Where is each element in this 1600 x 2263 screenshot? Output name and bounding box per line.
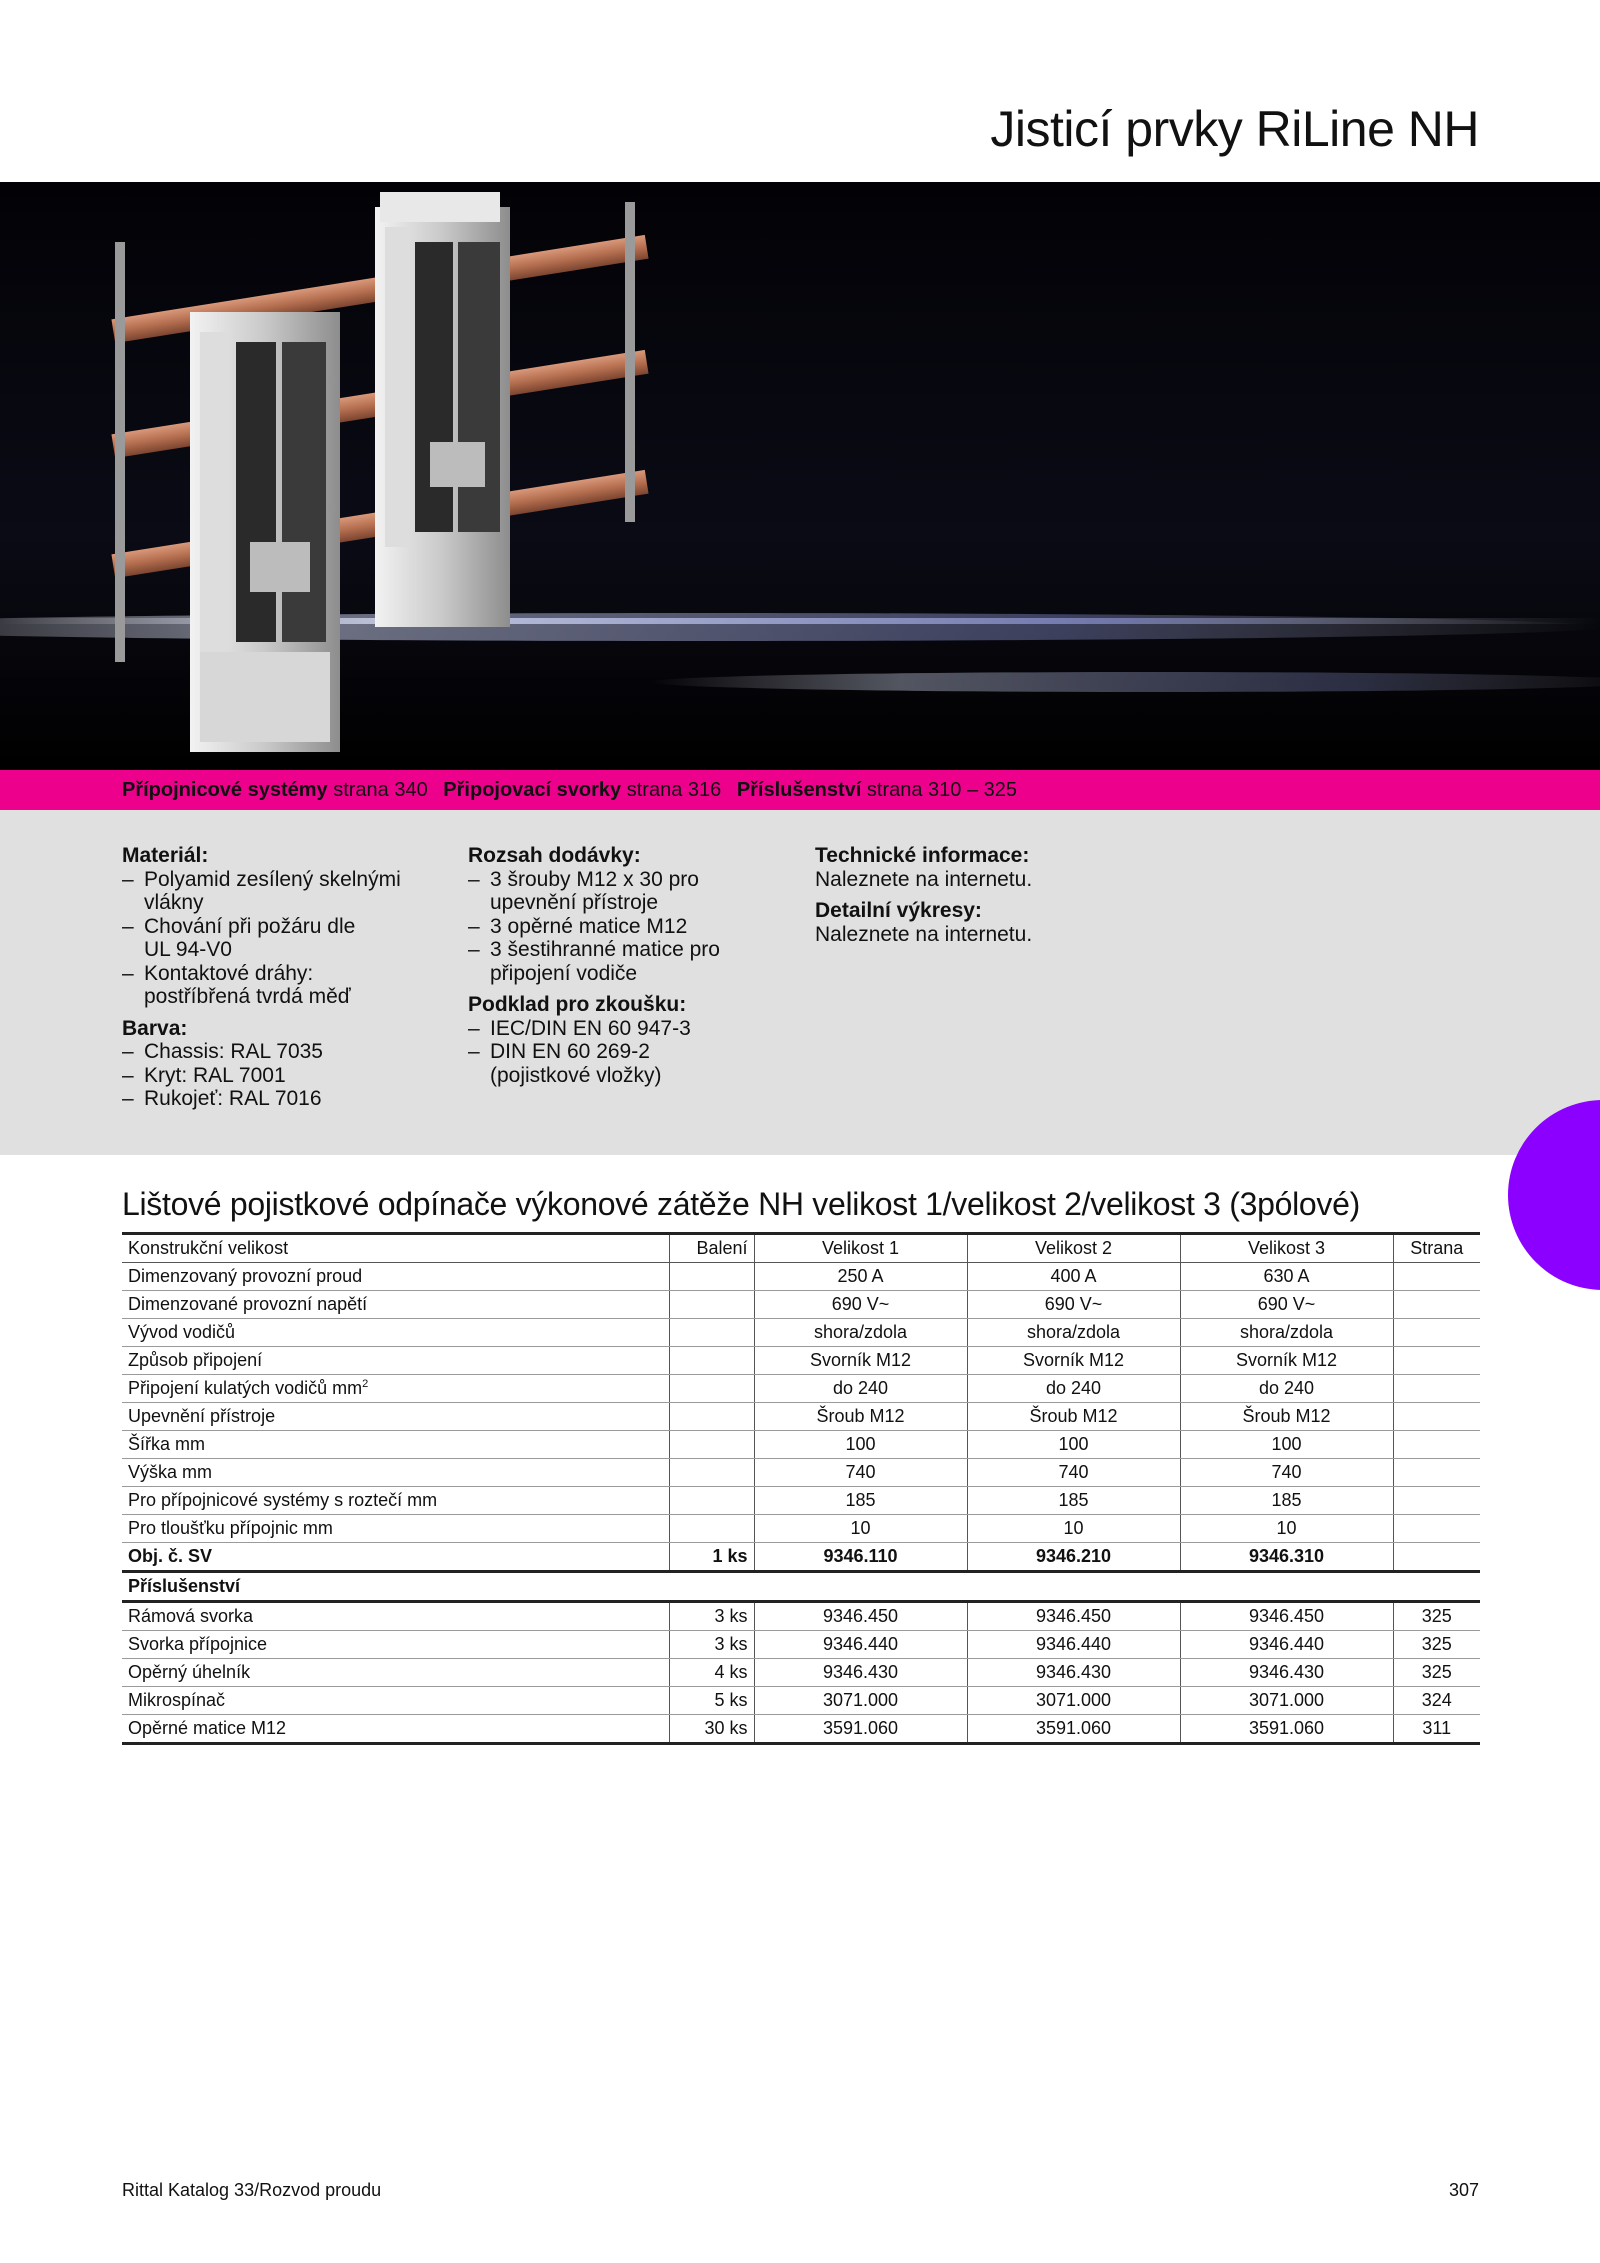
table-cell-pack bbox=[669, 1291, 754, 1319]
table-cell-name: Dimenzované provozní napětí bbox=[122, 1291, 669, 1319]
table-cell-name: Opěrné matice M12 bbox=[122, 1715, 669, 1744]
list-item: – 3 šestihranné matice pro připojení vodiče bbox=[468, 938, 798, 985]
table-cell-v1: 10 bbox=[754, 1515, 967, 1543]
material-heading: Materiál: bbox=[122, 844, 209, 867]
table-row bbox=[122, 1659, 1480, 1687]
table-row bbox=[122, 1543, 1480, 1572]
table-cell-name: Mikrospínač bbox=[122, 1687, 669, 1715]
table-cell-v3: 740 bbox=[1180, 1459, 1393, 1487]
table-row bbox=[122, 1487, 1480, 1515]
info-column-scope bbox=[468, 844, 798, 1095]
table-cell-pack: 3 ks bbox=[669, 1631, 754, 1659]
table-cell-v1: Svorník M12 bbox=[754, 1347, 967, 1375]
list-item: – Rukojeť: RAL 7016 bbox=[122, 1087, 442, 1111]
test-basis-heading: Podklad pro zkoušku: bbox=[468, 993, 687, 1016]
accessories-heading: Příslušenství bbox=[122, 1572, 1480, 1602]
table-cell-pack bbox=[669, 1403, 754, 1431]
section-title: Lištové pojistkové odpínače výkonové zátěže NH velikost 1/velikost 2/velikost 3 (3pólové) bbox=[122, 1186, 1360, 1222]
table-cell-v3: shora/zdola bbox=[1180, 1319, 1393, 1347]
table-cell-v2: shora/zdola bbox=[967, 1319, 1180, 1347]
table-row bbox=[122, 1715, 1480, 1744]
table-cell-v3: 10 bbox=[1180, 1515, 1393, 1543]
list-item: – Chassis: RAL 7035 bbox=[122, 1040, 442, 1064]
table-cell-v3: 100 bbox=[1180, 1431, 1393, 1459]
xref-connection-clamps[interactable]: Připojovací svorky strana 316 bbox=[443, 779, 722, 801]
table-cell-v3: Svorník M12 bbox=[1180, 1347, 1393, 1375]
table-cell-v3: 9346.430 bbox=[1180, 1659, 1393, 1687]
table-cell-v2: Šroub M12 bbox=[967, 1403, 1180, 1431]
table-cell-v3: 3071.000 bbox=[1180, 1687, 1393, 1715]
table-row bbox=[122, 1631, 1480, 1659]
table-cell-page bbox=[1393, 1543, 1480, 1572]
table-cell-v2: 690 V~ bbox=[967, 1291, 1180, 1319]
page-number: 307 bbox=[1448, 2180, 1479, 2200]
list-item: – 3 šrouby M12 x 30 pro upevnění přístroje bbox=[468, 868, 798, 915]
accessories-heading-row bbox=[122, 1572, 1480, 1602]
table-cell-v2: do 240 bbox=[967, 1375, 1180, 1403]
table-cell-name: Pro přípojnicové systémy s roztečí mm bbox=[122, 1487, 669, 1515]
table-cell-page bbox=[1393, 1263, 1480, 1291]
table-cell-name: Upevnění přístroje bbox=[122, 1403, 669, 1431]
table-cell-v1: 9346.450 bbox=[754, 1602, 967, 1631]
list-item: – Kontaktové dráhy: postříbřená tvrdá měď bbox=[122, 962, 442, 1009]
table-row bbox=[122, 1347, 1480, 1375]
list-item: – DIN EN 60 269-2 (pojistkové vložky) bbox=[468, 1040, 798, 1087]
column-header: Velikost 1 bbox=[754, 1234, 967, 1263]
table-cell-page bbox=[1393, 1291, 1480, 1319]
column-header: Balení bbox=[669, 1234, 754, 1263]
table-cell-pack: 3 ks bbox=[669, 1602, 754, 1631]
table-cell-v1: 3591.060 bbox=[754, 1715, 967, 1744]
table-cell-v1: do 240 bbox=[754, 1375, 967, 1403]
table-cell-page: 325 bbox=[1393, 1631, 1480, 1659]
column-header: Velikost 2 bbox=[967, 1234, 1180, 1263]
table-row bbox=[122, 1431, 1480, 1459]
column-header: Konstrukční velikost bbox=[122, 1234, 669, 1263]
table-cell-v2: Svorník M12 bbox=[967, 1347, 1180, 1375]
table-cell-page bbox=[1393, 1347, 1480, 1375]
table-cell-pack: 1 ks bbox=[669, 1543, 754, 1572]
technical-info-text: Naleznete na internetu. bbox=[815, 867, 1033, 891]
table-cell-v1: 9346.440 bbox=[754, 1631, 967, 1659]
table-cell-name: Dimenzovaný provozní proud bbox=[122, 1263, 669, 1291]
info-column-technical bbox=[815, 844, 1155, 954]
table-row bbox=[122, 1459, 1480, 1487]
table-cell-v3: 185 bbox=[1180, 1487, 1393, 1515]
list-item: – IEC/DIN EN 60 947-3 bbox=[468, 1017, 798, 1041]
table-row bbox=[122, 1403, 1480, 1431]
table-cell-v1: shora/zdola bbox=[754, 1319, 967, 1347]
table-cell-v2: 3071.000 bbox=[967, 1687, 1180, 1715]
table-cell-v2: 9346.440 bbox=[967, 1631, 1180, 1659]
table-cell-name: Výška mm bbox=[122, 1459, 669, 1487]
table-cell-v1: 185 bbox=[754, 1487, 967, 1515]
table-cell-v2: 3591.060 bbox=[967, 1715, 1180, 1744]
table-cell-v1: 9346.110 bbox=[754, 1543, 967, 1572]
color-heading: Barva: bbox=[122, 1016, 188, 1040]
table-cell-name: Způsob připojení bbox=[122, 1347, 669, 1375]
table-cell-name: Vývod vodičů bbox=[122, 1319, 669, 1347]
table-cell-pack bbox=[669, 1515, 754, 1543]
table-cell-page: 325 bbox=[1393, 1659, 1480, 1687]
table-cell-page bbox=[1393, 1431, 1480, 1459]
table-cell-v3: do 240 bbox=[1180, 1375, 1393, 1403]
table-cell-v3: 9346.440 bbox=[1180, 1631, 1393, 1659]
table-cell-v2: 185 bbox=[967, 1487, 1180, 1515]
xref-busbar-systems[interactable]: Přípojnicové systémy strana 340 bbox=[122, 779, 428, 801]
table-cell-v1: 100 bbox=[754, 1431, 967, 1459]
cross-reference-bar bbox=[0, 770, 1600, 810]
fuse-switch-illustration bbox=[0, 182, 1600, 770]
scope-list bbox=[468, 868, 798, 986]
table-cell-name: Svorka přípojnice bbox=[122, 1631, 669, 1659]
table-cell-pack bbox=[669, 1431, 754, 1459]
table-cell-name: Opěrný úhelník bbox=[122, 1659, 669, 1687]
list-item: – 3 opěrné matice M12 bbox=[468, 915, 798, 939]
table-cell-v3: 630 A bbox=[1180, 1263, 1393, 1291]
product-photo bbox=[0, 182, 1600, 770]
table-cell-pack bbox=[669, 1375, 754, 1403]
material-list bbox=[122, 868, 442, 1009]
table-cell-v1: 740 bbox=[754, 1459, 967, 1487]
table-cell-pack bbox=[669, 1487, 754, 1515]
table-cell-pack: 4 ks bbox=[669, 1659, 754, 1687]
table-row bbox=[122, 1263, 1480, 1291]
info-panel bbox=[0, 810, 1600, 1155]
table-cell-pack bbox=[669, 1319, 754, 1347]
table-cell-pack: 5 ks bbox=[669, 1687, 754, 1715]
technical-info-heading: Technické informace: bbox=[815, 844, 1030, 867]
spec-table bbox=[122, 1232, 1480, 1745]
table-cell-v1: 690 V~ bbox=[754, 1291, 967, 1319]
scope-heading: Rozsah dodávky: bbox=[468, 844, 641, 867]
test-basis-list bbox=[468, 1017, 798, 1088]
table-cell-v2: 9346.210 bbox=[967, 1543, 1180, 1572]
table-cell-v3: 9346.310 bbox=[1180, 1543, 1393, 1572]
list-item: – Chování při požáru dle UL 94-V0 bbox=[122, 915, 442, 962]
column-header: Strana bbox=[1393, 1234, 1480, 1263]
table-cell-page: 311 bbox=[1393, 1715, 1480, 1744]
table-cell-pack: 30 ks bbox=[669, 1715, 754, 1744]
table-cell-pack bbox=[669, 1459, 754, 1487]
table-cell-v2: 9346.430 bbox=[967, 1659, 1180, 1687]
drawings-heading: Detailní výkresy: bbox=[815, 899, 982, 922]
color-list bbox=[122, 1040, 442, 1111]
table-cell-page bbox=[1393, 1319, 1480, 1347]
list-item: – Kryt: RAL 7001 bbox=[122, 1064, 442, 1088]
table-cell-page bbox=[1393, 1459, 1480, 1487]
xref-accessories[interactable]: Příslušenství strana 310 – 325 bbox=[736, 779, 1018, 801]
table-cell-v1: Šroub M12 bbox=[754, 1403, 967, 1431]
table-cell-page: 325 bbox=[1393, 1602, 1480, 1631]
table-cell-v2: 100 bbox=[967, 1431, 1180, 1459]
table-cell-name: Pro tloušťku přípojnic mm bbox=[122, 1515, 669, 1543]
table-cell-v1: 3071.000 bbox=[754, 1687, 967, 1715]
table-cell-v3: 690 V~ bbox=[1180, 1291, 1393, 1319]
table-cell-name: Obj. č. SV bbox=[122, 1543, 669, 1572]
table-row bbox=[122, 1375, 1480, 1403]
table-cell-pack bbox=[669, 1347, 754, 1375]
column-header: Velikost 3 bbox=[1180, 1234, 1393, 1263]
table-cell-v3: Šroub M12 bbox=[1180, 1403, 1393, 1431]
page-title: Jisticí prvky RiLine NH bbox=[990, 101, 1479, 157]
table-cell-page bbox=[1393, 1403, 1480, 1431]
table-cell-v3: 3591.060 bbox=[1180, 1715, 1393, 1744]
info-column-material bbox=[122, 844, 442, 1119]
table-row bbox=[122, 1291, 1480, 1319]
table-cell-v1: 9346.430 bbox=[754, 1659, 967, 1687]
footer-catalog-label: Rittal Katalog 33/Rozvod proudu bbox=[122, 2180, 382, 2200]
table-cell-name: Rámová svorka bbox=[122, 1602, 669, 1631]
table-row bbox=[122, 1319, 1480, 1347]
table-cell-v2: 9346.450 bbox=[967, 1602, 1180, 1631]
table-row bbox=[122, 1602, 1480, 1631]
table-cell-page bbox=[1393, 1487, 1480, 1515]
table-cell-page bbox=[1393, 1515, 1480, 1543]
table-cell-pack bbox=[669, 1263, 754, 1291]
table-cell-name: Připojení kulatých vodičů $mm^2$ bbox=[122, 1375, 669, 1403]
table-cell-v2: 400 A bbox=[967, 1263, 1180, 1291]
table-row bbox=[122, 1515, 1480, 1543]
table-cell-page bbox=[1393, 1375, 1480, 1403]
table-row bbox=[122, 1687, 1480, 1715]
table-cell-v1: 250 A bbox=[754, 1263, 967, 1291]
table-cell-v2: 740 bbox=[967, 1459, 1180, 1487]
table-cell-page: 324 bbox=[1393, 1687, 1480, 1715]
table-header-row bbox=[122, 1234, 1480, 1263]
table-cell-name: Šířka mm bbox=[122, 1431, 669, 1459]
table-cell-v3: 9346.450 bbox=[1180, 1602, 1393, 1631]
table-cell-v2: 10 bbox=[967, 1515, 1180, 1543]
drawings-text: Naleznete na internetu. bbox=[815, 922, 1033, 946]
list-item: – Polyamid zesílený skelnými vlákny bbox=[122, 868, 442, 915]
